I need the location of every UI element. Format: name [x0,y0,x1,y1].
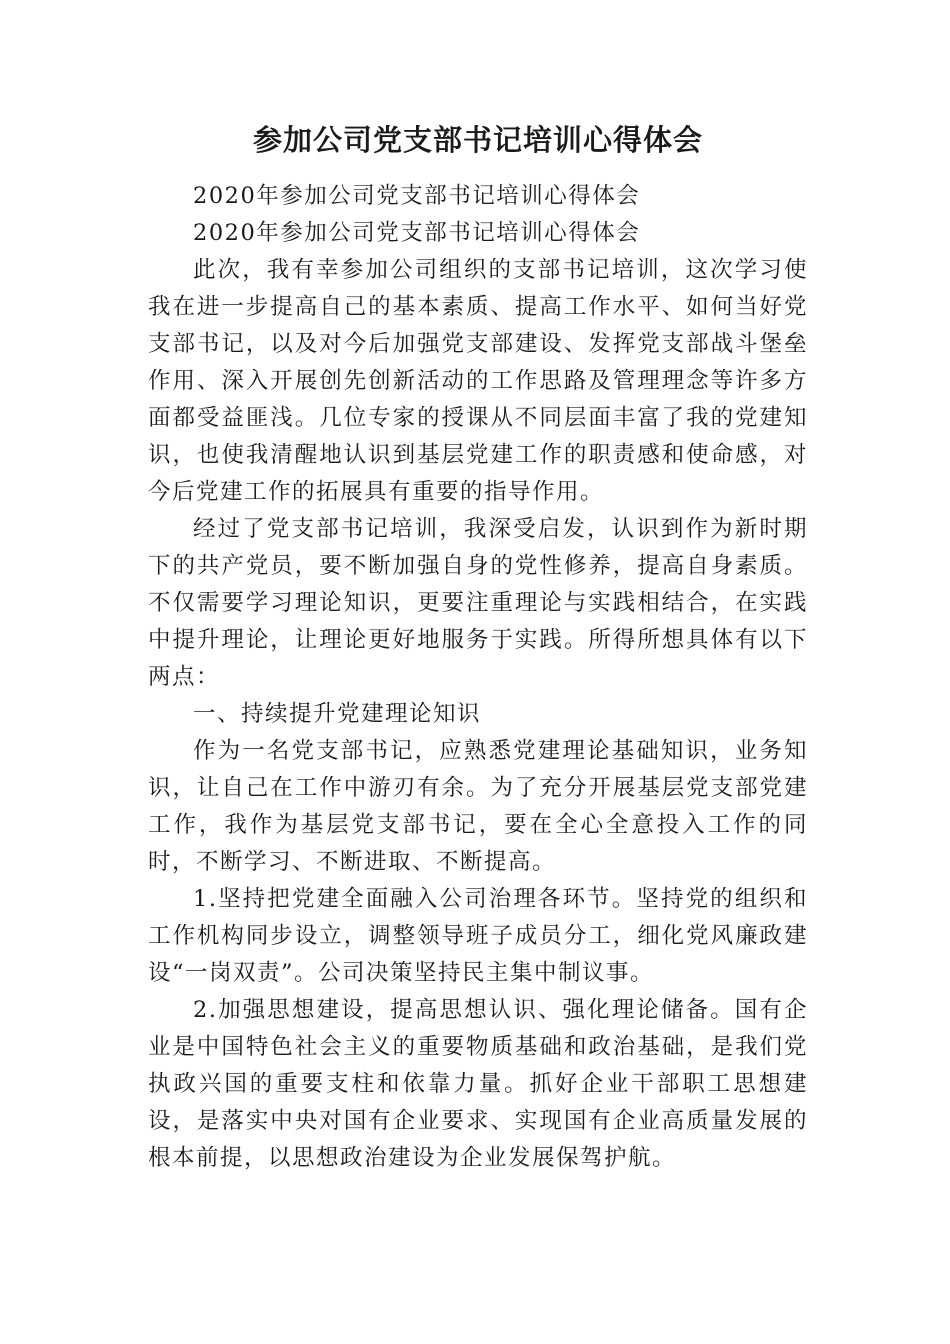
paragraph: 经过了党支部书记培训，我深受启发，认识到作为新时期下的共产党员，要不断加强自身的党性修养，提高自身素质。不仅需要学习理论知识，更要注重理论与实践相结合，在实践中提升理论，让理论更好地服务于实践。所得所想具体有以下两点： [148,516,808,690]
section-heading: 一、持续提升党建理论知识 [193,701,482,727]
paragraph: 作为一名党支部书记，应熟悉党建理论基础知识，业务知识，让自己在工作中游刃有余。为了充分开展基层党支部党建工作，我作为基层党支部书记，要在全心全意投入工作的同时，不断学习、不断进取、不断提高。 [148,738,808,875]
document-title: 参加公司党支部书记培训心得体会 [252,123,703,157]
paragraph: 2.加强思想建设，提高思想认识、强化理论储备。国有企业是中国特色社会主义的重要物质基础和政治基础，是我们党执政兴国的重要支柱和依靠力量。抓好企业干部职工思想建设，是落实中央对国有企业要求、实现国有企业高质量发展的根本前提，以思想政治建设为企业发展保驾护航。 [148,997,808,1171]
subtitle-line: 2020年参加公司党支部书记培训心得体会 [193,183,641,209]
paragraph: 1.坚持把党建全面融入公司治理各环节。坚持党的组织和工作机构同步设立，调整领导班子成员分工，细化党风廉政建设“一岗双责”。公司决策坚持民主集中制议事。 [148,886,808,986]
subtitle-line: 2020年参加公司党支部书记培训心得体会 [193,220,641,246]
paragraph: 此次，我有幸参加公司组织的支部书记培训，这次学习使我在进一步提高自己的基本素质、提高工作水平、如何当好党支部书记，以及对今后加强党支部建设、发挥党支部战斗堡垒作用、深入开展创先创新活动的工作思路及管理理念等许多方面都受益匪浅。几位专家的授课从不同层面丰富了我的党建知识，也使我清醒地认识到基层党建工作的职责感和使命感，对今后党建工作的拓展具有重要的指导作用。 [148,257,808,505]
document-body [148,110,808,1177]
